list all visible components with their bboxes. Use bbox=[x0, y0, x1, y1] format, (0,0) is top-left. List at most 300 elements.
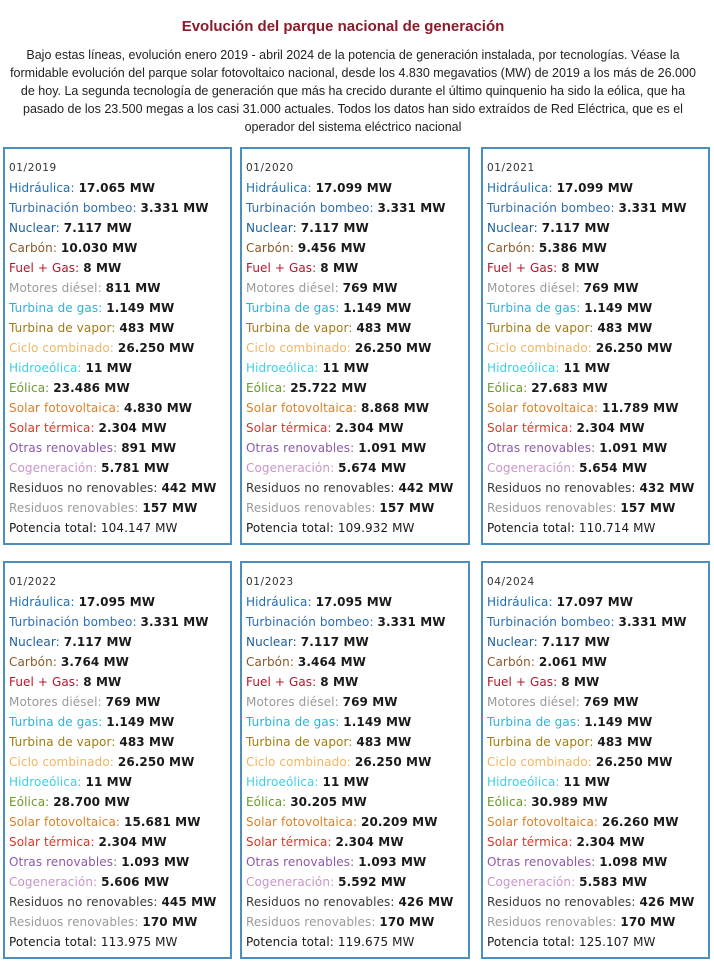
technology-row bbox=[9, 692, 230, 712]
technology-value: 4.830 MW bbox=[124, 401, 193, 415]
technology-value: 28.700 MW bbox=[53, 795, 130, 809]
technology-value: 26.250 MW bbox=[354, 341, 432, 355]
technology-label: Fuel + Gas: bbox=[246, 261, 317, 275]
technology-label: Solar fotovoltaica: bbox=[9, 815, 121, 829]
technology-row bbox=[9, 458, 230, 478]
technology-label: Nuclear: bbox=[9, 221, 60, 235]
technology-value: 8 MW bbox=[561, 261, 600, 275]
technology-value: 426 MW bbox=[398, 895, 454, 909]
technology-label: Carbón: bbox=[9, 241, 57, 255]
technology-value: 769 MW bbox=[342, 281, 398, 295]
technology-value: 7.117 MW bbox=[63, 635, 132, 649]
technology-row bbox=[246, 398, 468, 418]
technology-value: 3.331 MW bbox=[377, 615, 446, 629]
technology-row bbox=[9, 712, 230, 732]
technology-label: Motores diésel: bbox=[9, 281, 102, 295]
technology-row bbox=[246, 238, 468, 258]
technology-row bbox=[9, 378, 230, 398]
technology-value: 170 MW bbox=[142, 915, 198, 929]
technology-label: Otras renovables: bbox=[487, 441, 596, 455]
technology-row bbox=[246, 258, 468, 278]
technology-label: Cogeneración: bbox=[246, 875, 335, 889]
technology-value: 5.592 MW bbox=[338, 875, 407, 889]
technology-row bbox=[246, 418, 468, 438]
card-date: 01/2019 bbox=[9, 162, 57, 174]
technology-row bbox=[246, 732, 468, 752]
technology-value: 109.932 MW bbox=[337, 521, 415, 535]
technology-value: 7.117 MW bbox=[300, 635, 369, 649]
technology-row bbox=[246, 792, 468, 812]
technology-label: Residuos no renovables: bbox=[487, 895, 636, 909]
technology-value: 170 MW bbox=[379, 915, 435, 929]
technology-label: Nuclear: bbox=[246, 221, 297, 235]
technology-row bbox=[246, 378, 468, 398]
technology-label: Turbinación bombeo: bbox=[246, 615, 374, 629]
technology-row bbox=[246, 478, 468, 498]
technology-value: 1.149 MW bbox=[343, 715, 412, 729]
technology-row bbox=[9, 478, 230, 498]
technology-label: Turbina de gas: bbox=[9, 715, 103, 729]
technology-row bbox=[487, 478, 708, 498]
generation-card bbox=[3, 561, 232, 959]
technology-label: Turbina de vapor: bbox=[487, 735, 594, 749]
technology-value: 1.149 MW bbox=[106, 715, 175, 729]
technology-row bbox=[246, 872, 468, 892]
technology-label: Solar fotovoltaica: bbox=[487, 401, 599, 415]
generation-card bbox=[481, 561, 710, 959]
technology-label: Eólica: bbox=[487, 795, 528, 809]
technology-label: Cogeneración: bbox=[487, 461, 576, 475]
technology-row bbox=[246, 632, 468, 652]
technology-label: Hidroeólica: bbox=[246, 361, 319, 375]
technology-row bbox=[9, 772, 230, 792]
technology-label: Motores diésel: bbox=[246, 281, 339, 295]
technology-value: 483 MW bbox=[356, 321, 412, 335]
technology-row bbox=[487, 892, 708, 912]
technology-row bbox=[9, 298, 230, 318]
technology-label: Cogeneración: bbox=[9, 875, 98, 889]
technology-row bbox=[246, 812, 468, 832]
technology-row bbox=[487, 872, 708, 892]
technology-label: Nuclear: bbox=[9, 635, 60, 649]
technology-row bbox=[9, 632, 230, 652]
technology-row bbox=[487, 398, 708, 418]
technology-label: Potencia total: bbox=[487, 521, 575, 535]
technology-row bbox=[9, 932, 230, 952]
technology-label: Hidráulica: bbox=[9, 181, 75, 195]
technology-label: Solar térmica: bbox=[9, 835, 95, 849]
technology-row bbox=[9, 652, 230, 672]
technology-row bbox=[487, 712, 708, 732]
technology-label: Turbinación bombeo: bbox=[9, 615, 137, 629]
technology-row bbox=[487, 318, 708, 338]
technology-label: Solar térmica: bbox=[487, 421, 573, 435]
technology-label: Residuos no renovables: bbox=[487, 481, 636, 495]
technology-row bbox=[9, 872, 230, 892]
technology-row bbox=[487, 592, 708, 612]
technology-value: 27.683 MW bbox=[531, 381, 608, 395]
technology-value: 25.722 MW bbox=[290, 381, 367, 395]
technology-label: Carbón: bbox=[246, 655, 294, 669]
card-date: 01/2022 bbox=[9, 576, 57, 588]
technology-row bbox=[487, 852, 708, 872]
technology-value: 769 MW bbox=[583, 695, 639, 709]
technology-value: 125.107 MW bbox=[578, 935, 656, 949]
technology-value: 15.681 MW bbox=[124, 815, 201, 829]
technology-value: 2.304 MW bbox=[335, 835, 404, 849]
technology-value: 157 MW bbox=[620, 501, 676, 515]
technology-row bbox=[9, 198, 230, 218]
generation-card bbox=[3, 147, 232, 545]
technology-value: 8 MW bbox=[320, 675, 359, 689]
technology-value: 483 MW bbox=[119, 735, 175, 749]
technology-value: 9.456 MW bbox=[297, 241, 367, 255]
technology-value: 10.030 MW bbox=[60, 241, 138, 255]
technology-value: 8.868 MW bbox=[361, 401, 430, 415]
technology-label: Solar fotovoltaica: bbox=[9, 401, 121, 415]
technology-row bbox=[9, 912, 230, 932]
technology-label: Motores diésel: bbox=[9, 695, 102, 709]
technology-value: 26.250 MW bbox=[117, 755, 195, 769]
technology-row bbox=[9, 832, 230, 852]
technology-row bbox=[9, 338, 230, 358]
technology-label: Hidráulica: bbox=[246, 181, 312, 195]
technology-row bbox=[487, 812, 708, 832]
technology-value: 811 MW bbox=[105, 281, 161, 295]
technology-row bbox=[9, 218, 230, 238]
technology-value: 26.250 MW bbox=[354, 755, 432, 769]
technology-row bbox=[487, 672, 708, 692]
technology-label: Ciclo combinado: bbox=[487, 341, 592, 355]
technology-label: Turbina de vapor: bbox=[9, 735, 116, 749]
technology-value: 23.486 MW bbox=[53, 381, 130, 395]
technology-row bbox=[487, 438, 708, 458]
technology-value: 7.117 MW bbox=[541, 221, 610, 235]
technology-label: Turbina de vapor: bbox=[487, 321, 594, 335]
technology-label: Turbinación bombeo: bbox=[487, 615, 615, 629]
technology-value: 2.304 MW bbox=[98, 835, 167, 849]
card-date: 01/2020 bbox=[246, 162, 294, 174]
technology-row bbox=[487, 378, 708, 398]
technology-label: Residuos renovables: bbox=[487, 501, 617, 515]
technology-value: 8 MW bbox=[83, 675, 122, 689]
technology-row bbox=[246, 298, 468, 318]
technology-row bbox=[246, 178, 468, 198]
technology-value: 3.331 MW bbox=[377, 201, 446, 215]
technology-label: Turbina de gas: bbox=[246, 301, 340, 315]
technology-row bbox=[487, 732, 708, 752]
technology-row bbox=[487, 752, 708, 772]
technology-value: 1.149 MW bbox=[584, 301, 653, 315]
technology-value: 5.583 MW bbox=[579, 875, 648, 889]
technology-row bbox=[246, 672, 468, 692]
technology-label: Hidroeólica: bbox=[9, 361, 82, 375]
technology-row bbox=[246, 218, 468, 238]
technology-label: Turbina de gas: bbox=[246, 715, 340, 729]
technology-value: 11 MW bbox=[563, 361, 611, 375]
technology-label: Carbón: bbox=[246, 241, 294, 255]
technology-label: Turbina de vapor: bbox=[246, 735, 353, 749]
technology-row bbox=[246, 852, 468, 872]
technology-row bbox=[487, 518, 708, 538]
technology-label: Hidráulica: bbox=[487, 595, 553, 609]
technology-row bbox=[9, 592, 230, 612]
technology-value: 769 MW bbox=[583, 281, 639, 295]
technology-value: 426 MW bbox=[639, 895, 695, 909]
technology-row bbox=[9, 752, 230, 772]
technology-row bbox=[246, 318, 468, 338]
technology-label: Potencia total: bbox=[246, 521, 334, 535]
technology-label: Potencia total: bbox=[9, 935, 97, 949]
technology-label: Ciclo combinado: bbox=[9, 755, 114, 769]
technology-value: 17.095 MW bbox=[315, 595, 393, 609]
technology-value: 30.989 MW bbox=[531, 795, 608, 809]
technology-label: Otras renovables: bbox=[246, 855, 355, 869]
technology-value: 8 MW bbox=[320, 261, 359, 275]
technology-row bbox=[246, 278, 468, 298]
generation-card bbox=[240, 561, 470, 959]
technology-label: Turbina de vapor: bbox=[246, 321, 353, 335]
technology-label: Otras renovables: bbox=[9, 855, 118, 869]
technology-label: Hidroeólica: bbox=[246, 775, 319, 789]
technology-value: 1.093 MW bbox=[358, 855, 427, 869]
technology-label: Nuclear: bbox=[487, 221, 538, 235]
technology-row bbox=[9, 812, 230, 832]
technology-label: Residuos renovables: bbox=[9, 915, 139, 929]
technology-row bbox=[487, 912, 708, 932]
technology-row bbox=[9, 178, 230, 198]
technology-row bbox=[246, 358, 468, 378]
technology-value: 7.117 MW bbox=[300, 221, 369, 235]
technology-value: 3.764 MW bbox=[60, 655, 130, 669]
technology-value: 17.095 MW bbox=[78, 595, 156, 609]
technology-value: 432 MW bbox=[639, 481, 695, 495]
technology-value: 11.789 MW bbox=[602, 401, 679, 415]
technology-label: Fuel + Gas: bbox=[9, 261, 80, 275]
technology-value: 17.097 MW bbox=[556, 595, 634, 609]
technology-value: 1.098 MW bbox=[599, 855, 668, 869]
technology-row bbox=[487, 258, 708, 278]
technology-label: Nuclear: bbox=[487, 635, 538, 649]
technology-label: Hidroeólica: bbox=[9, 775, 82, 789]
technology-row bbox=[487, 692, 708, 712]
technology-label: Carbón: bbox=[487, 655, 535, 669]
technology-row bbox=[487, 792, 708, 812]
technology-label: Fuel + Gas: bbox=[487, 261, 558, 275]
technology-value: 26.250 MW bbox=[595, 755, 673, 769]
technology-row bbox=[487, 358, 708, 378]
card-date: 04/2024 bbox=[487, 576, 535, 588]
technology-label: Carbón: bbox=[9, 655, 57, 669]
technology-label: Turbina de gas: bbox=[9, 301, 103, 315]
technology-value: 3.331 MW bbox=[618, 615, 687, 629]
technology-value: 442 MW bbox=[398, 481, 454, 495]
technology-value: 3.331 MW bbox=[140, 201, 209, 215]
technology-value: 26.260 MW bbox=[602, 815, 679, 829]
technology-label: Eólica: bbox=[9, 795, 50, 809]
technology-label: Residuos renovables: bbox=[487, 915, 617, 929]
technology-row bbox=[9, 318, 230, 338]
technology-value: 113.975 MW bbox=[100, 935, 178, 949]
technology-label: Cogeneración: bbox=[487, 875, 576, 889]
technology-label: Cogeneración: bbox=[246, 461, 335, 475]
technology-label: Residuos no renovables: bbox=[9, 481, 158, 495]
technology-value: 483 MW bbox=[597, 321, 653, 335]
technology-value: 17.099 MW bbox=[315, 181, 393, 195]
technology-row bbox=[9, 518, 230, 538]
technology-value: 1.149 MW bbox=[343, 301, 412, 315]
technology-row bbox=[246, 772, 468, 792]
technology-value: 170 MW bbox=[620, 915, 676, 929]
technology-value: 442 MW bbox=[161, 481, 217, 495]
technology-value: 11 MW bbox=[322, 361, 370, 375]
technology-label: Cogeneración: bbox=[9, 461, 98, 475]
technology-value: 110.714 MW bbox=[578, 521, 656, 535]
technology-row bbox=[9, 852, 230, 872]
technology-row bbox=[487, 632, 708, 652]
technology-label: Fuel + Gas: bbox=[246, 675, 317, 689]
technology-row bbox=[246, 652, 468, 672]
technology-row bbox=[246, 592, 468, 612]
technology-row bbox=[487, 418, 708, 438]
technology-row bbox=[487, 338, 708, 358]
technology-value: 5.606 MW bbox=[101, 875, 170, 889]
technology-label: Fuel + Gas: bbox=[487, 675, 558, 689]
technology-row bbox=[487, 458, 708, 478]
technology-row bbox=[487, 612, 708, 632]
technology-value: 445 MW bbox=[161, 895, 217, 909]
technology-value: 30.205 MW bbox=[290, 795, 367, 809]
technology-value: 157 MW bbox=[379, 501, 435, 515]
technology-value: 11 MW bbox=[85, 775, 133, 789]
technology-value: 20.209 MW bbox=[361, 815, 438, 829]
technology-value: 11 MW bbox=[85, 361, 133, 375]
intro-paragraph: Bajo estas líneas, evolución enero 2019 - abril 2024 de la potencia de generación instalada, por tecnologías. Véase la formidable evolución del parque solar fotovoltaico nacional, desde los 4.830 megavatios (MW) de 2019 a los más de 26.000 de hoy. La segunda tecnología de generación que más ha crecido durante el último quinquenio ha sido la eólica, que ha pasado de los 23.500 megas a los casi 31.000 actuales. Todos los datos han sido extraídos de Red Eléctrica, que es el operador del sistema eléctrico nacional bbox=[10, 48, 696, 134]
technology-value: 3.331 MW bbox=[140, 615, 209, 629]
technology-row bbox=[9, 672, 230, 692]
technology-label: Residuos no renovables: bbox=[9, 895, 158, 909]
technology-label: Solar térmica: bbox=[487, 835, 573, 849]
technology-value: 17.065 MW bbox=[78, 181, 156, 195]
generation-card bbox=[240, 147, 470, 545]
technology-row bbox=[9, 398, 230, 418]
technology-label: Hidráulica: bbox=[487, 181, 553, 195]
technology-row bbox=[246, 892, 468, 912]
technology-value: 2.304 MW bbox=[576, 835, 645, 849]
technology-row bbox=[9, 438, 230, 458]
technology-row bbox=[487, 772, 708, 792]
technology-row bbox=[487, 652, 708, 672]
technology-row bbox=[9, 612, 230, 632]
technology-value: 769 MW bbox=[342, 695, 398, 709]
technology-label: Hidroeólica: bbox=[487, 361, 560, 375]
technology-label: Fuel + Gas: bbox=[9, 675, 80, 689]
generation-card bbox=[481, 147, 710, 545]
technology-label: Hidroeólica: bbox=[487, 775, 560, 789]
technology-row bbox=[246, 438, 468, 458]
technology-row bbox=[9, 792, 230, 812]
page-title: Evolución del parque nacional de generación bbox=[181, 18, 505, 35]
technology-label: Carbón: bbox=[487, 241, 535, 255]
technology-value: 157 MW bbox=[142, 501, 198, 515]
technology-row bbox=[9, 278, 230, 298]
technology-value: 2.304 MW bbox=[335, 421, 404, 435]
technology-label: Motores diésel: bbox=[487, 695, 580, 709]
technology-label: Potencia total: bbox=[246, 935, 334, 949]
technology-row bbox=[246, 912, 468, 932]
technology-value: 8 MW bbox=[83, 261, 122, 275]
technology-value: 483 MW bbox=[119, 321, 175, 335]
technology-value: 483 MW bbox=[597, 735, 653, 749]
technology-value: 1.149 MW bbox=[584, 715, 653, 729]
technology-label: Solar fotovoltaica: bbox=[246, 815, 358, 829]
technology-label: Solar térmica: bbox=[246, 421, 332, 435]
technology-label: Ciclo combinado: bbox=[246, 755, 351, 769]
technology-value: 119.675 MW bbox=[337, 935, 415, 949]
technology-value: 891 MW bbox=[121, 441, 177, 455]
technology-value: 1.093 MW bbox=[121, 855, 190, 869]
technology-row bbox=[9, 498, 230, 518]
technology-row bbox=[487, 178, 708, 198]
technology-row bbox=[246, 752, 468, 772]
technology-row bbox=[9, 892, 230, 912]
technology-label: Hidráulica: bbox=[246, 595, 312, 609]
technology-label: Solar térmica: bbox=[9, 421, 95, 435]
technology-row bbox=[246, 458, 468, 478]
technology-label: Residuos renovables: bbox=[246, 915, 376, 929]
technology-value: 5.674 MW bbox=[338, 461, 407, 475]
technology-row bbox=[9, 418, 230, 438]
technology-label: Potencia total: bbox=[487, 935, 575, 949]
technology-value: 26.250 MW bbox=[117, 341, 195, 355]
technology-label: Turbina de vapor: bbox=[9, 321, 116, 335]
technology-row bbox=[9, 732, 230, 752]
technology-row bbox=[487, 198, 708, 218]
technology-value: 5.654 MW bbox=[579, 461, 648, 475]
technology-value: 483 MW bbox=[356, 735, 412, 749]
technology-row bbox=[246, 612, 468, 632]
technology-label: Otras renovables: bbox=[487, 855, 596, 869]
technology-label: Ciclo combinado: bbox=[9, 341, 114, 355]
technology-value: 8 MW bbox=[561, 675, 600, 689]
technology-value: 3.331 MW bbox=[618, 201, 687, 215]
technology-row bbox=[246, 198, 468, 218]
technology-value: 769 MW bbox=[105, 695, 161, 709]
card-date: 01/2023 bbox=[246, 576, 294, 588]
technology-row bbox=[246, 518, 468, 538]
technology-label: Solar fotovoltaica: bbox=[487, 815, 599, 829]
technology-label: Eólica: bbox=[487, 381, 528, 395]
technology-label: Eólica: bbox=[246, 795, 287, 809]
technology-row bbox=[487, 932, 708, 952]
technology-value: 7.117 MW bbox=[541, 635, 610, 649]
technology-value: 2.061 MW bbox=[538, 655, 608, 669]
technology-value: 5.781 MW bbox=[101, 461, 170, 475]
technology-row bbox=[246, 932, 468, 952]
technology-label: Otras renovables: bbox=[9, 441, 118, 455]
technology-row bbox=[246, 712, 468, 732]
technology-row bbox=[9, 258, 230, 278]
technology-label: Hidráulica: bbox=[9, 595, 75, 609]
technology-row bbox=[9, 238, 230, 258]
technology-value: 5.386 MW bbox=[538, 241, 608, 255]
technology-label: Eólica: bbox=[9, 381, 50, 395]
technology-row bbox=[487, 298, 708, 318]
technology-label: Motores diésel: bbox=[246, 695, 339, 709]
technology-value: 104.147 MW bbox=[100, 521, 178, 535]
technology-value: 11 MW bbox=[322, 775, 370, 789]
technology-value: 7.117 MW bbox=[63, 221, 132, 235]
